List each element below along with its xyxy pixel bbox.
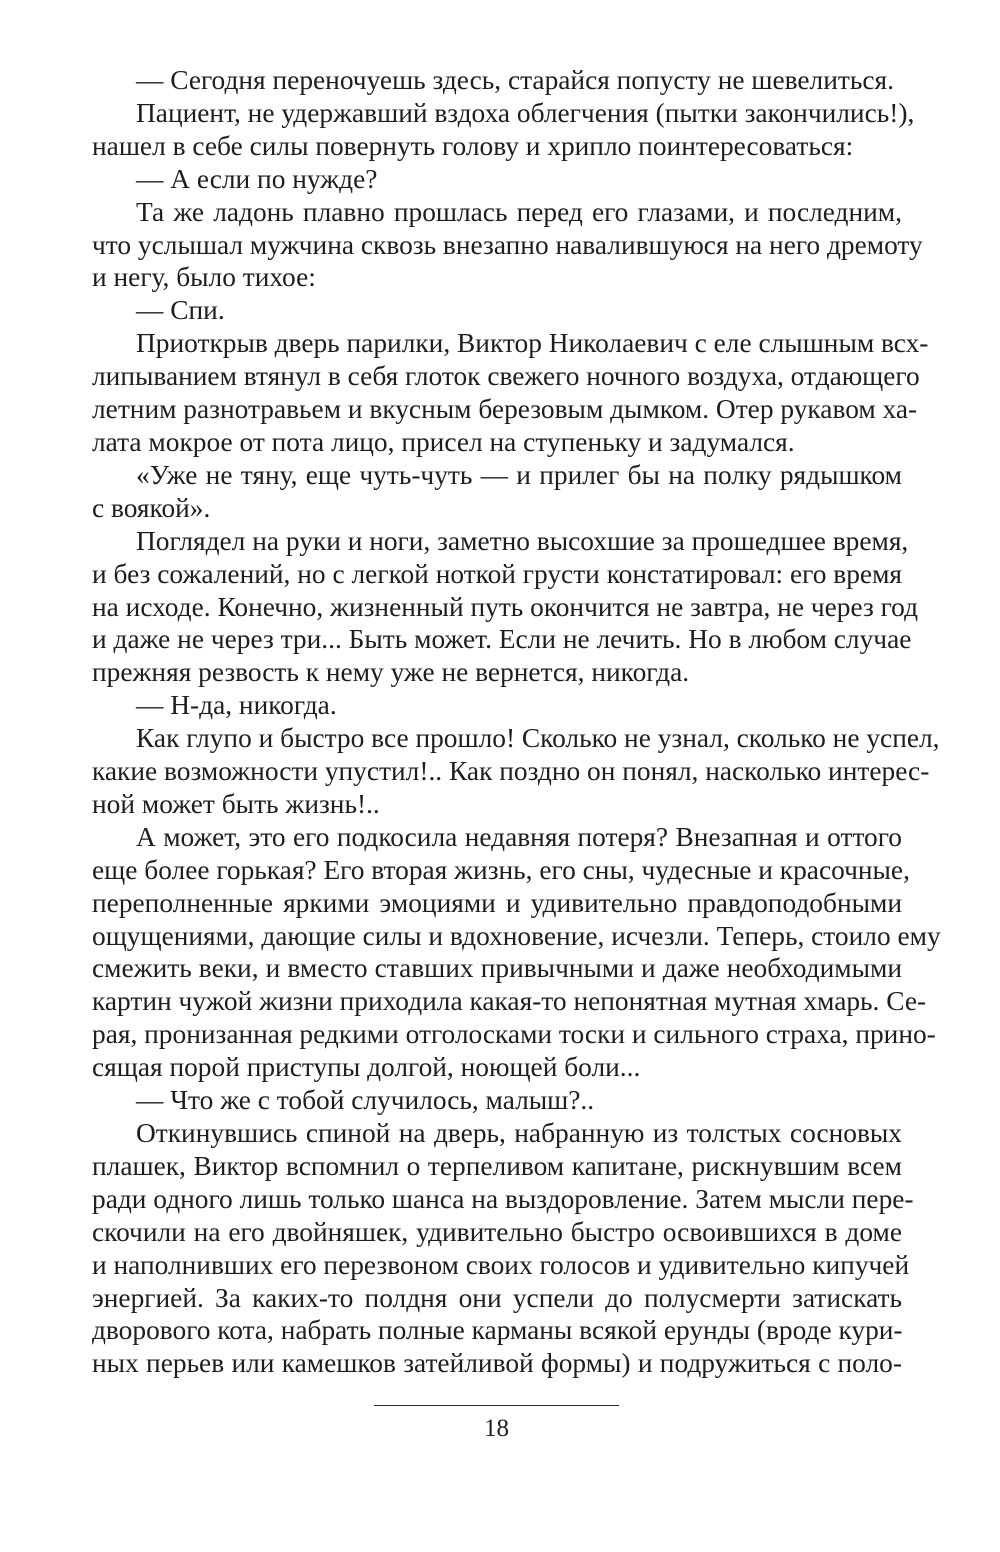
text-line: ных перьев или камешков затейливой формы) и подружиться с поло-: [92, 1348, 902, 1379]
text-line: скочили на его двойняшек, удивительно быстро освоившихся в доме: [92, 1216, 902, 1247]
text-line: ощущениями, дающие силы и вдохновение, исчезли. Теперь, стоило ему: [92, 920, 941, 951]
paragraph: [92, 196, 923, 295]
text-line: Как глупо и быстро все прошло! Сколько не узнал, сколько не успел,: [136, 723, 940, 754]
text-line: смежить веки, и вместо ставших привычными и даже необходимыми: [92, 953, 902, 984]
paragraph: [92, 294, 902, 327]
text-line: А может, это его подкосила недавняя потеря? Внезапная и оттого: [136, 821, 902, 852]
text-line: и негу, было тихое:: [92, 262, 316, 293]
paragraph: [92, 689, 902, 722]
text-line: и даже не через три... Быть может. Если не лечить. Но в любом случае: [92, 624, 912, 655]
text-line: летним разнотравьем и вкусным березовым дымком. Отер рукавом ха-: [92, 394, 918, 425]
paragraph: [92, 163, 902, 196]
text-line: плашек, Виктор вспомнил о терпеливом капитане, рискнувшим всем: [92, 1150, 902, 1181]
text-line: нашел в себе силы повернуть голову и хрипло поинтересоваться:: [92, 130, 854, 161]
paragraph: [92, 64, 902, 97]
paragraph: [92, 821, 941, 1084]
text-line: ради одного лишь только шанса на выздоровление. Затем мысли пере-: [92, 1183, 914, 1214]
text-line: и без сожалений, но с легкой ноткой грусти констатировал: его время: [92, 558, 902, 589]
text-line: Приоткрыв дверь парилки, Виктор Николаевич с еле слышным всх-: [136, 328, 929, 359]
text-line: с воякой».: [92, 492, 211, 523]
text-line: рая, пронизанная редкими отголосками тоски и сильного страха, прино-: [92, 1019, 936, 1050]
text-line: — Что же с тобой случилось, малыш?..: [136, 1085, 595, 1116]
text-line: что услышал мужчина сквозь внезапно навалившуюся на него дремоту: [92, 229, 923, 260]
text-line: какие возможности упустил!.. Как поздно он понял, насколько интерес-: [92, 756, 930, 787]
paragraph: [92, 1117, 914, 1380]
text-line: Поглядел на руки и ноги, заметно высохшие за прошедшее время,: [136, 525, 909, 556]
text-line: — Сегодня переночуешь здесь, старайся попусту не шевелиться.: [136, 65, 894, 95]
text-line: Та же ладонь плавно прошлась перед его глазами, и последним,: [136, 196, 902, 227]
paragraph: [92, 525, 919, 690]
text-line: переполненные яркими эмоциями и удивительно правдоподобными: [92, 887, 902, 918]
paragraph: [92, 1084, 902, 1117]
text-line: дворового кота, набрать полные карманы всякой ерунды (вроде кури-: [92, 1315, 903, 1346]
paragraph: [92, 459, 902, 525]
text-line: «Уже не тяну, еще чуть-чуть — и прилег бы на полку рядышком: [136, 459, 902, 490]
paragraph: [92, 722, 940, 821]
text-line: Пациент, не удержавший вздоха облегчения (пытки закончились!),: [136, 97, 915, 128]
text-line: сящая порой приступы долгой, ноющей боли...: [92, 1052, 641, 1083]
text-line: энергией. За каких-то полдня они успели до полусмерти затискать: [92, 1282, 902, 1313]
paragraph: [92, 97, 915, 163]
text-line: прежняя резвость к нему уже не вернется, никогда.: [92, 657, 690, 688]
text-line: Откинувшись спиной на дверь, набранную из толстых сосновых: [136, 1118, 902, 1148]
text-line: еще более горькая? Его вторая жизнь, его сны, чудесные и красочные,: [92, 854, 910, 885]
text-line: липыванием втянул в себя глоток свежего ночного воздуха, отдающего: [92, 361, 920, 392]
text-line: на исходе. Конечно, жизненный путь окончится не завтра, не через год: [92, 591, 919, 622]
text-line: лата мокрое от пота лицо, присел на ступеньку и задумался.: [92, 426, 795, 457]
page-number: 18: [484, 1415, 509, 1442]
text-line: — Спи.: [136, 295, 225, 326]
text-line: и наполнивших его перезвоном своих голосов и удивительно кипучей: [92, 1249, 910, 1280]
paragraph: [92, 327, 929, 459]
text-line: ной может быть жизнь!..: [92, 788, 380, 819]
page-body-text: [92, 64, 941, 1380]
text-line: — Н-да, никогда.: [136, 690, 337, 721]
text-line: картин чужой жизни приходила какая-то непонятная мутная хмарь. Се-: [92, 986, 927, 1017]
footer-rule: [374, 1405, 619, 1406]
text-line: — А если по нужде?: [136, 163, 378, 194]
